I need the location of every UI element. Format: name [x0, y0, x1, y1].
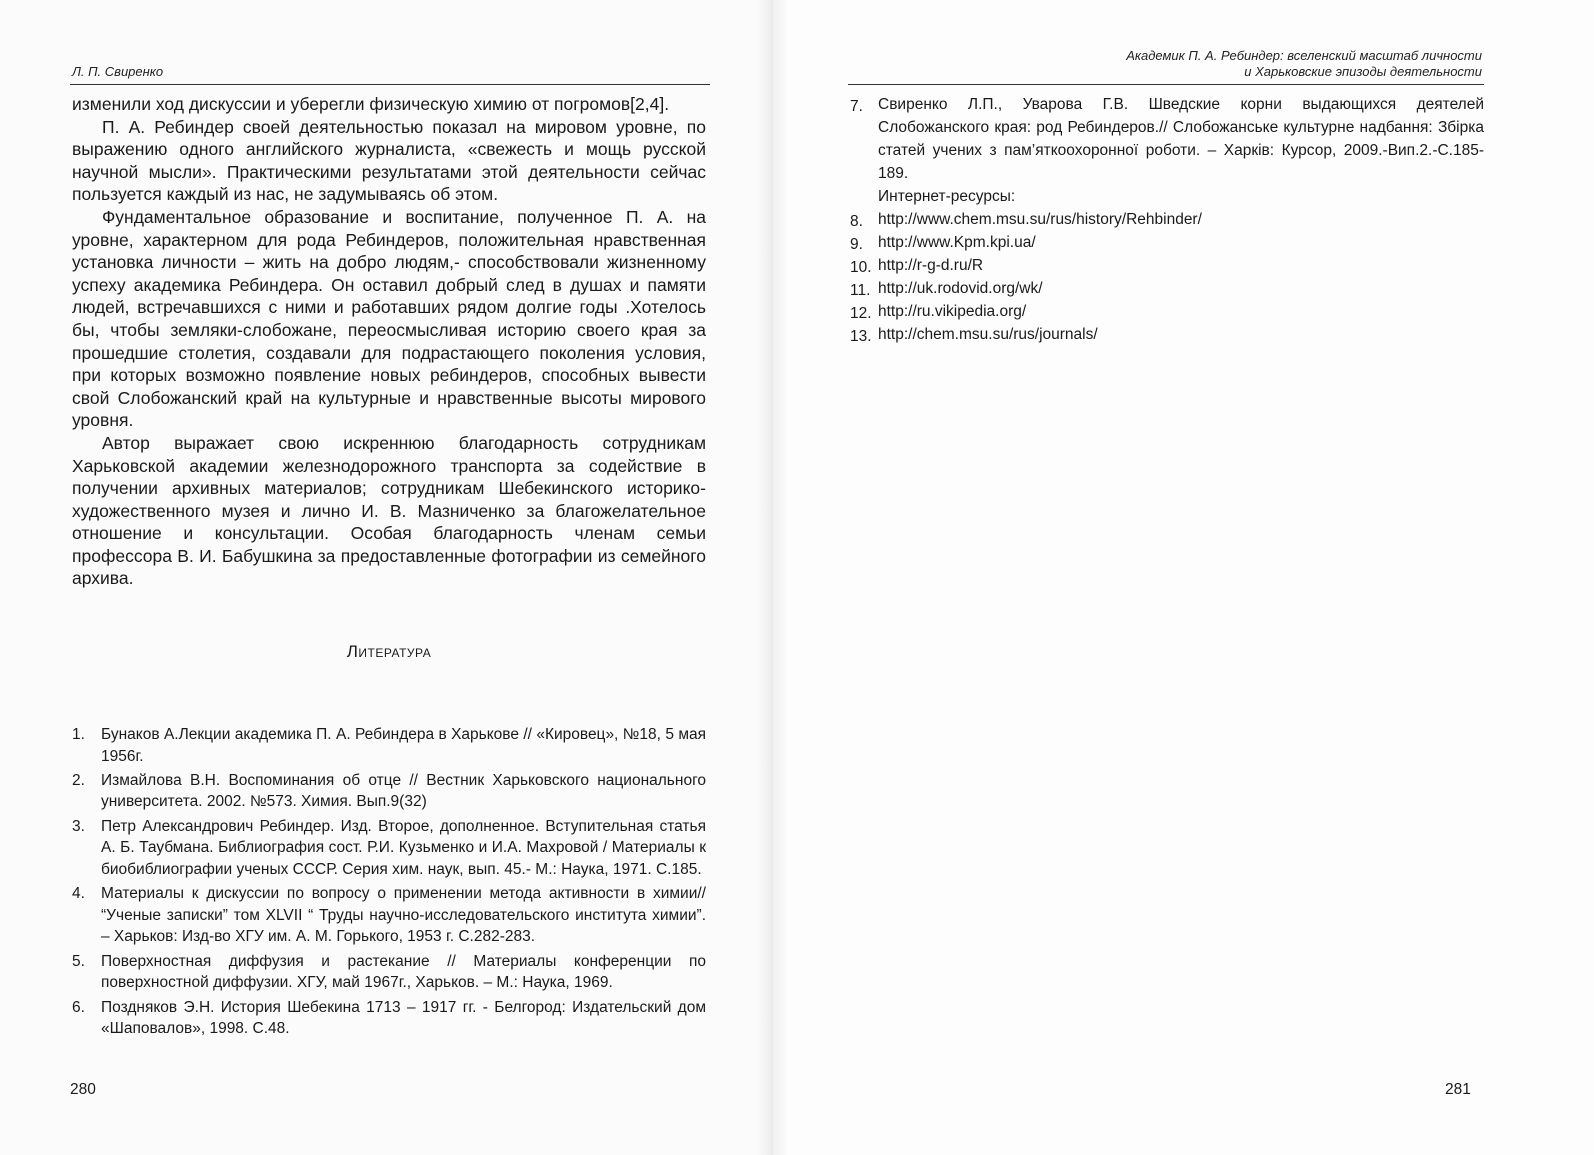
running-head-right: [1126, 48, 1482, 80]
running-head-left: Л. П. Свиренко: [72, 64, 164, 79]
item-link: http://ru.vikipedia.org/: [878, 303, 1027, 320]
item-text: Материалы к дискуссии по вопросу о применении метода активности в химии// “Ученые записки” том XLVII “ Труды научно-исследовательского института химии”. – Харьков: Изд-во ХГУ им. А. М. Горького, 1953 г. С.282-283.: [101, 885, 706, 946]
item-text: Поздняков Э.Н. История Шебекина 1713 – 1917 гг. - Белгород: Издательский дом «Шаповалов», 1998. С.48.: [101, 998, 706, 1038]
item-text: Измайлова В.Н. Воспоминания об отце // Вестник Харьковского национального университета. 2002. №573. Химия. Вып.9(32): [101, 771, 706, 811]
item-number: 5.: [72, 952, 85, 970]
item-number: 4.: [72, 885, 85, 903]
list-item: [850, 231, 1484, 254]
item-link: http://www.chem.msu.su/rus/history/Rehbinder/: [878, 211, 1202, 228]
running-head-line: и Харьковские эпизоды деятельности: [1244, 64, 1482, 79]
list-subheading: [850, 185, 1484, 208]
item-link: http://chem.msu.su/rus/journals/: [878, 326, 1098, 343]
list-item: [72, 951, 706, 994]
list-item: [850, 93, 1484, 185]
item-link: http://r-g-d.ru/R: [878, 257, 984, 274]
list-item: [850, 300, 1484, 323]
list-item: [850, 277, 1484, 300]
item-number: 13.: [850, 328, 872, 345]
paragraph: П. А. Ребиндер своей деятельностью показал на мировом уровне, по выражению одного английского журналиста, «свежесть и мощь русской научной мысли». Практическими результатами этой деятельности сейчас пользуется каждый из нас, не задумываясь об этом.: [72, 116, 706, 205]
item-number: 11.: [850, 282, 871, 299]
item-link: http://www.Kpm.kpi.ua/: [878, 234, 1036, 251]
body-text: [72, 93, 706, 590]
list-item: [72, 997, 706, 1040]
list-item: [72, 816, 706, 881]
list-item: [72, 770, 706, 813]
book-gutter: [756, 0, 788, 1155]
item-number: 8.: [850, 213, 863, 230]
item-number: 1.: [72, 726, 85, 743]
page-number-right: 281: [1445, 1081, 1471, 1098]
item-text: Поверхностная диффузия и растекание // Материалы конференции по поверхностной диффузии. ХГУ, май 1967г., Харьков. – М.: Наука, 1969.: [101, 952, 706, 992]
left-page: [0, 0, 772, 1155]
reference-list: [850, 93, 1484, 346]
paragraph: Фундаментальное образование и воспитание, полученное П. А. на уровне, характерном для рода Ребиндеров, положительная нравственная установка личности – жить на добро людям,- способствовали жизненному успеху академика Ребиндера. Он оставил добрый след в душах и памяти людей, встречавшихся с ними и работавших рядом долгие годы .Хотелось бы, чтобы земляки-слобожане, переосмысливая историю своего края за прошедшие столетия, создавали для подрастающего поколения условия, при которых возможно появление новых ребиндеров, способных вывести свой Слобожанский край на культурные и нравственные высоты мирового уровня.: [72, 206, 706, 431]
item-number: 3.: [72, 817, 85, 835]
item-text: Бунаков А.Лекции академика П. А. Ребиндера в Харькове // «Кировец», №18, 5 мая 1956г.: [101, 726, 706, 765]
list-item: [850, 254, 1484, 277]
literature-list: [72, 724, 706, 1042]
item-number: 2.: [72, 771, 85, 789]
paragraph: изменили ход дискуссии и уберегли физическую химию от погромов[2,4].: [72, 94, 670, 114]
item-link: http://uk.rodovid.org/wk/: [878, 280, 1043, 297]
item-text: Петр Александрович Ребиндер. Изд. Второе, дополненное. Вступительная статья А. Б. Таубмана. Библиография сост. Р.И. Кузьменко и И.А. Махровой / Материалы к биобиблиографии ученых СССР. Серия хим. наук, вып. 45.- М.: Наука, 1971. С.185.: [101, 817, 706, 878]
item-number: 6.: [72, 998, 85, 1016]
item-number: 10.: [850, 259, 872, 276]
list-item: [850, 208, 1484, 231]
header-rule-left: [70, 84, 710, 85]
item-number: 12.: [850, 305, 872, 322]
item-text: Свиренко Л.П., Уварова Г.В. Шведские корни выдающихся деятелей Слобожанского края: род Ребиндеров.// Слобожанське культурне надбання: Збірка статей учених з пам’яткоохоронної роботи. – Харків: Курсор, 2009.-Вип.2.-С.185-189.: [878, 96, 1484, 182]
running-head-line: Академик П. А. Ребиндер: вселенский масштаб личности: [1126, 48, 1482, 63]
list-item: [72, 883, 706, 948]
paragraph: Автор выражает свою искреннюю благодарность сотрудникам Харьковской академии железнодорожного транспорта за содействие в получении архивных материалов; сотрудникам Шебекинского историко-художественного музея и лично И. В. Мазниченко за благожелательное отношение и консультации. Особая благодарность членам семьи профессора В. И. Бабушкина за предоставленные фотографии из семейного архива.: [72, 432, 706, 589]
list-item: [850, 323, 1484, 346]
item-number: 9.: [850, 236, 863, 253]
item-text: Интернет-ресурсы:: [878, 188, 1016, 205]
header-rule-right: [848, 84, 1484, 85]
page-number-left: 280: [70, 1081, 96, 1098]
item-number: 7.: [850, 98, 863, 115]
list-item: [72, 724, 706, 767]
literature-heading: Литература: [346, 642, 432, 661]
